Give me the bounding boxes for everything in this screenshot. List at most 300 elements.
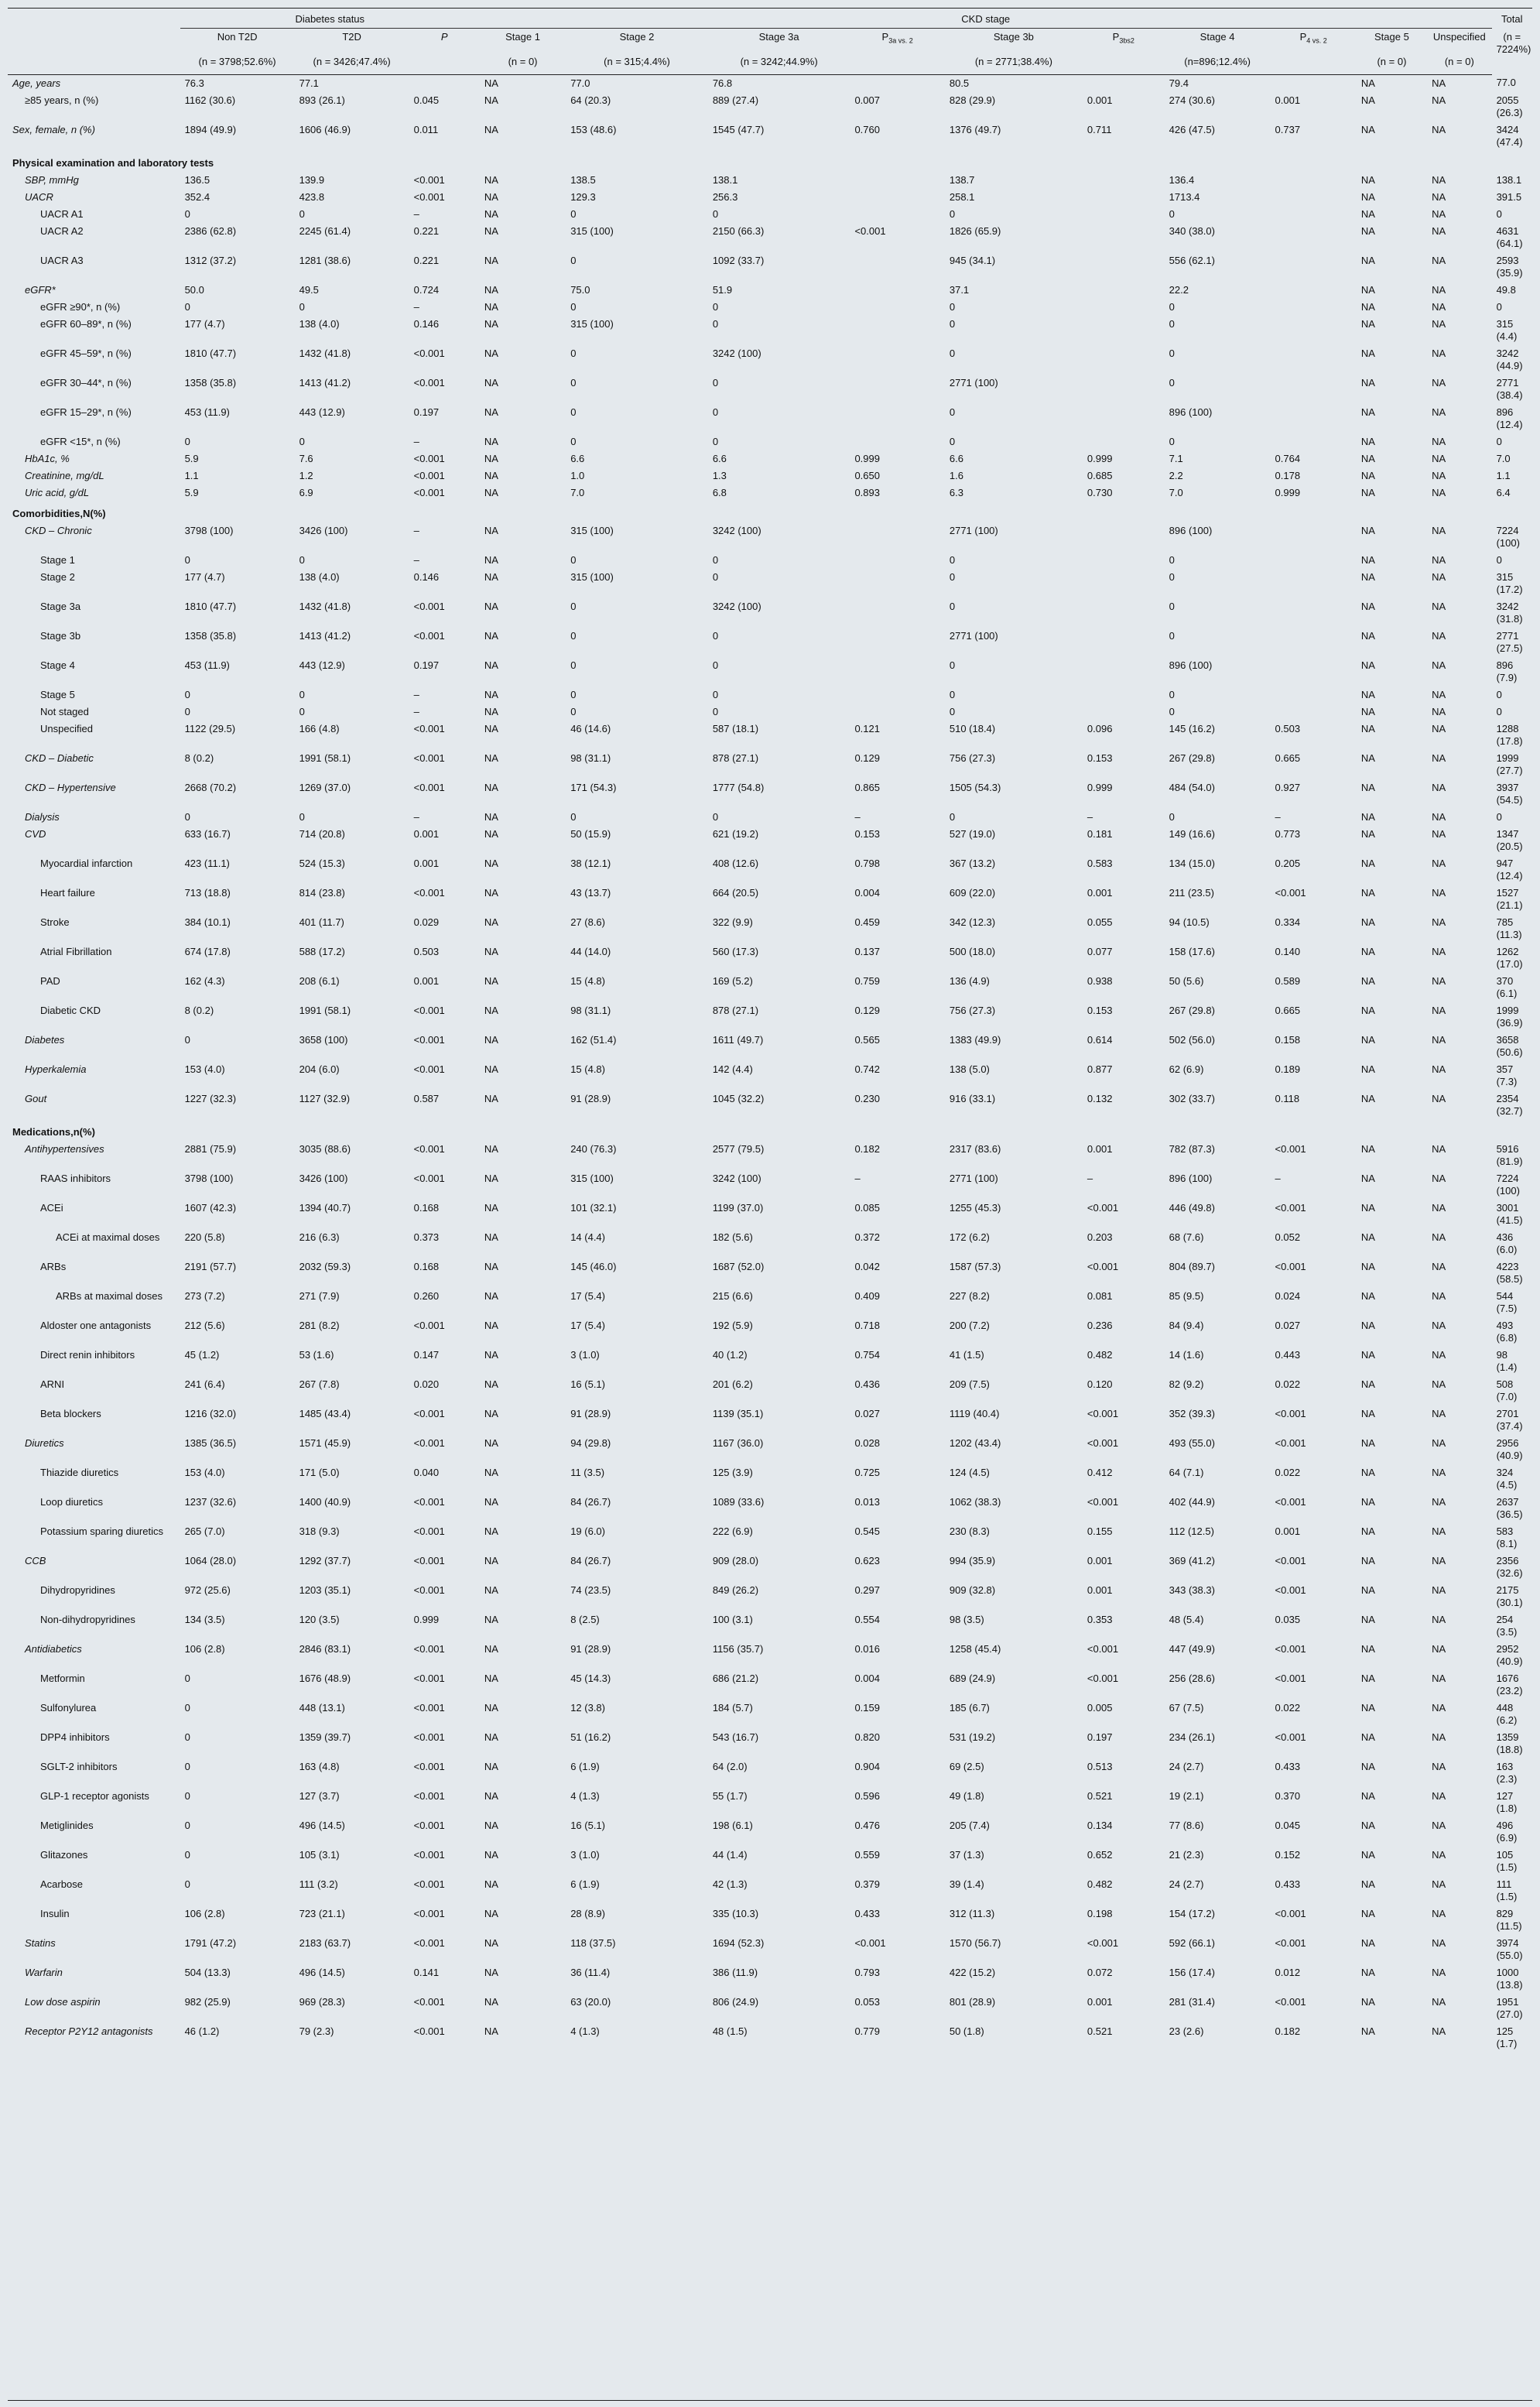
table-cell: NA (1360, 857, 1375, 869)
col-header-stage4: Stage 4 (1199, 31, 1235, 43)
table-cell: NA (1360, 94, 1375, 106)
table-cell: NA (1432, 376, 1446, 389)
table-cell: 0.024 (1275, 1289, 1301, 1302)
table-row (8, 1317, 1532, 1347)
table-cell: 343 (38.3) (1169, 1584, 1215, 1596)
table-cell: 0.022 (1275, 1466, 1301, 1478)
table-row (8, 92, 1532, 122)
table-cell: 74 (23.5) (570, 1584, 611, 1596)
table-cell: 0.153 (1087, 752, 1113, 764)
table-cell: 674 (17.8) (184, 945, 231, 957)
table-cell: 2191 (57.7) (184, 1260, 237, 1272)
table-cell: NA (1432, 1878, 1446, 1890)
total-cell: 77.0 (1496, 77, 1516, 89)
table-cell: NA (1432, 1378, 1446, 1390)
table-cell: 36 (11.4) (570, 1966, 611, 1978)
total-cell: 2356 (32.6) (1496, 1554, 1523, 1579)
table-cell (1271, 628, 1357, 657)
table-cell: NA (1360, 190, 1375, 203)
table-cell: <0.001 (413, 781, 445, 793)
table-row (8, 299, 1532, 316)
table-cell: 91 (28.9) (570, 1642, 611, 1655)
table-cell: 756 (27.3) (949, 752, 996, 764)
total-cell: 829 (11.5) (1496, 1907, 1522, 1932)
table-cell: NA (1360, 600, 1375, 612)
table-cell: 0 (299, 300, 305, 313)
table-cell (1271, 172, 1357, 189)
table-cell: 23 (2.6) (1169, 2025, 1204, 2037)
row-label: Antidiabetics (25, 1642, 82, 1655)
table-cell: NA (484, 1348, 498, 1361)
table-cell: 423 (11.1) (184, 857, 230, 869)
row-label: Loop diuretics (40, 1495, 103, 1508)
table-cell: <0.001 (413, 1789, 445, 1802)
table-row (8, 1611, 1532, 1641)
table-cell: 0.773 (1275, 827, 1301, 840)
table-cell: NA (1360, 1966, 1375, 1978)
table-cell: 2771 (100) (949, 1172, 998, 1184)
table-cell: 560 (17.3) (712, 945, 759, 957)
row-label: Sex, female, n (%) (12, 123, 95, 135)
table-cell: NA (1432, 469, 1446, 481)
table-cell: <0.001 (413, 1907, 445, 1919)
table-cell: 16 (5.1) (570, 1819, 605, 1831)
table-cell (850, 282, 944, 299)
table-row (8, 826, 1532, 855)
table-cell: 0.565 (854, 1033, 880, 1046)
table-cell: <0.001 (1275, 1731, 1306, 1743)
table-cell: NA (484, 254, 498, 266)
table-cell: 0.482 (1087, 1348, 1113, 1361)
table-cell: NA (484, 123, 498, 135)
table-cell: 0 (949, 688, 956, 700)
table-cell: 22.2 (1169, 283, 1189, 296)
table-cell: NA (484, 1142, 498, 1155)
table-cell: 98 (31.1) (570, 1004, 611, 1016)
table-cell: NA (1432, 435, 1446, 447)
table-cell: NA (1432, 1004, 1446, 1016)
table-cell: NA (1360, 207, 1375, 220)
table-cell: 0.205 (1275, 857, 1301, 869)
table-cell: NA (1432, 1289, 1446, 1302)
table-cell: 1400 (40.9) (299, 1495, 351, 1508)
group-header-diabetes: Diabetes status (180, 9, 480, 29)
table-cell (1271, 299, 1357, 316)
table-cell: 0.904 (854, 1760, 880, 1772)
table-cell: NA (484, 1495, 498, 1508)
table-cell: NA (1432, 224, 1446, 237)
total-cell: 496 (6.9) (1496, 1819, 1518, 1844)
row-label: UACR A2 (40, 224, 84, 237)
table-cell: NA (1360, 1172, 1375, 1184)
table-cell: 46 (1.2) (184, 2025, 220, 2037)
table-cell: NA (1360, 553, 1375, 566)
table-cell: 315 (100) (570, 524, 614, 536)
row-label: CKD – Diabetic (25, 752, 94, 764)
table-cell: 315 (100) (570, 1172, 614, 1184)
table-cell: NA (1360, 1289, 1375, 1302)
table-cell: NA (1360, 1672, 1375, 1684)
table-cell: 896 (100) (1169, 659, 1213, 671)
table-cell: 0.197 (1087, 1731, 1113, 1743)
table-cell: 878 (27.1) (712, 752, 759, 764)
table-cell: NA (1432, 553, 1446, 566)
table-cell: 1358 (35.8) (184, 629, 237, 642)
table-cell: 2032 (59.3) (299, 1260, 351, 1272)
table-cell: NA (1360, 317, 1375, 330)
table-cell: 0 (949, 659, 956, 671)
table-cell: NA (484, 224, 498, 237)
table-cell: 84 (26.7) (570, 1554, 611, 1566)
table-cell: 94 (29.8) (570, 1436, 611, 1449)
table-cell: 496 (14.5) (299, 1819, 345, 1831)
table-cell: NA (1432, 1201, 1446, 1214)
table-cell: 3 (1.0) (570, 1848, 600, 1861)
table-cell: 0 (949, 406, 956, 418)
table-cell: 24 (2.7) (1169, 1878, 1204, 1890)
total-cell: 6.4 (1496, 486, 1511, 498)
table-cell: 1826 (65.9) (949, 224, 1001, 237)
table-cell: 156 (17.4) (1169, 1966, 1215, 1978)
table-cell: NA (1360, 1092, 1375, 1104)
total-cell: 1527 (21.1) (1496, 886, 1523, 911)
table-cell: 0 (1169, 688, 1175, 700)
table-cell: 1810 (47.7) (184, 347, 237, 359)
table-cell: 1139 (35.1) (712, 1407, 764, 1419)
row-label: eGFR 45–59*, n (%) (40, 347, 132, 359)
table-cell: 315 (100) (570, 224, 614, 237)
table-cell: 16 (5.1) (570, 1378, 605, 1390)
table-cell (850, 704, 944, 721)
table-cell: 216 (6.3) (299, 1231, 340, 1243)
table-cell: 138 (4.0) (299, 570, 340, 583)
table-cell: NA (1432, 406, 1446, 418)
table-cell: 79.4 (1169, 77, 1189, 89)
col-n-count: (n = 3426;47.4%) (295, 50, 409, 75)
table-cell: NA (484, 1033, 498, 1046)
table-row (8, 122, 1532, 151)
table-row (8, 74, 1532, 92)
table-cell: <0.001 (1087, 1672, 1119, 1684)
table-cell: 43 (13.7) (570, 886, 611, 899)
table-cell: 453 (11.9) (184, 659, 230, 671)
table-cell: 4 (1.3) (570, 2025, 600, 2037)
table-cell: NA (1432, 283, 1446, 296)
table-cell: 0.221 (413, 254, 440, 266)
table-cell: 1089 (33.6) (712, 1495, 765, 1508)
table-cell: NA (1360, 2025, 1375, 2037)
table-cell: 3035 (88.6) (299, 1142, 351, 1155)
table-cell: NA (484, 406, 498, 418)
table-cell: 1432 (41.8) (299, 347, 351, 359)
table-cell: 8 (0.2) (184, 752, 214, 764)
table-cell: <0.001 (413, 886, 445, 899)
table-cell: NA (484, 1004, 498, 1016)
table-cell: NA (1360, 1819, 1375, 1831)
table-cell: NA (484, 1172, 498, 1184)
table-cell: 129.3 (570, 190, 596, 203)
table-row (8, 522, 1532, 552)
table-cell: 1385 (36.5) (184, 1436, 237, 1449)
row-label: Stage 4 (40, 659, 75, 671)
table-cell: NA (484, 1554, 498, 1566)
table-cell: <0.001 (1087, 1436, 1119, 1449)
table-cell: NA (1360, 1348, 1375, 1361)
table-cell (850, 598, 944, 628)
table-cell: 1199 (37.0) (712, 1201, 764, 1214)
table-cell: 0.725 (854, 1466, 880, 1478)
table-row (8, 404, 1532, 433)
table-cell: 0.372 (854, 1231, 880, 1243)
table-cell: 446 (49.8) (1169, 1201, 1215, 1214)
table-cell (1271, 704, 1357, 721)
table-cell: 0.146 (413, 317, 440, 330)
table-cell: 2881 (75.9) (184, 1142, 237, 1155)
table-cell: 158 (17.6) (1169, 945, 1215, 957)
table-cell: 0.120 (1087, 1378, 1113, 1390)
table-cell: 3242 (100) (712, 1172, 761, 1184)
total-cell: 3424 (47.4) (1496, 123, 1523, 148)
table-cell: 19 (6.0) (570, 1525, 605, 1537)
table-cell: 893 (26.1) (299, 94, 345, 106)
table-cell: 0.168 (413, 1201, 440, 1214)
table-cell: 205 (7.4) (949, 1819, 990, 1831)
table-cell: NA (484, 283, 498, 296)
total-cell: 0 (1496, 300, 1502, 313)
total-cell: 3937 (54.5) (1496, 781, 1523, 806)
table-cell: 0 (299, 810, 305, 823)
table-cell: 98 (31.1) (570, 752, 611, 764)
table-cell: 62 (6.9) (1169, 1063, 1204, 1075)
table-cell: NA (1360, 886, 1375, 899)
table-row (8, 1905, 1532, 1935)
table-cell: 609 (22.0) (949, 886, 996, 899)
table-cell: NA (1432, 827, 1446, 840)
table-cell (1083, 316, 1165, 345)
table-cell: <0.001 (413, 1319, 445, 1331)
table-cell: 50 (1.8) (949, 2025, 984, 2037)
table-row (8, 450, 1532, 467)
table-row (8, 1700, 1532, 1729)
table-cell: NA (484, 810, 498, 823)
table-cell: 127 (3.7) (299, 1789, 340, 1802)
table-cell: NA (484, 452, 498, 464)
table-cell: 849 (26.2) (712, 1584, 759, 1596)
table-cell: NA (484, 688, 498, 700)
row-label: Diabetes (25, 1033, 65, 1046)
table-cell: 234 (26.1) (1169, 1731, 1215, 1743)
table-cell: 77 (8.6) (1169, 1819, 1204, 1831)
row-label: Statins (25, 1936, 56, 1949)
table-cell: NA (484, 1701, 498, 1714)
table-row (8, 345, 1532, 375)
table-cell: 0.554 (854, 1613, 880, 1625)
table-cell: 15 (4.8) (570, 1063, 605, 1075)
table-cell: NA (1432, 524, 1446, 536)
table-row (8, 628, 1532, 657)
table-cell (1083, 598, 1165, 628)
table-cell: 0.589 (1275, 974, 1301, 987)
table-cell (850, 686, 944, 704)
table-cell: <0.001 (1275, 1495, 1306, 1508)
table-cell: 136 (4.9) (949, 974, 990, 987)
table-cell: NA (1432, 781, 1446, 793)
table-cell: 14 (4.4) (570, 1231, 605, 1243)
table-cell: NA (1432, 486, 1446, 498)
table-cell: 267 (29.8) (1169, 1004, 1215, 1016)
table-cell: NA (1360, 1231, 1375, 1243)
table-cell: NA (484, 752, 498, 764)
table-cell: NA (1360, 1907, 1375, 1919)
table-cell: 0.927 (1275, 781, 1301, 793)
col-n-count: (n = 0) (480, 50, 566, 75)
table-cell: 0.893 (854, 486, 880, 498)
table-cell (850, 569, 944, 598)
table-row (8, 1435, 1532, 1464)
table-cell: 0.764 (1275, 452, 1301, 464)
table-cell: 0 (570, 659, 577, 671)
table-row (8, 1817, 1532, 1847)
table-cell: 3 (1.0) (570, 1348, 600, 1361)
col-header-p: P (440, 31, 448, 43)
table-cell: NA (484, 1760, 498, 1772)
table-cell: 222 (6.9) (712, 1525, 753, 1537)
total-cell: 0 (1496, 705, 1502, 717)
table-cell: 51.9 (712, 283, 733, 296)
table-cell: NA (484, 1878, 498, 1890)
table-cell: NA (484, 2025, 498, 2037)
total-cell: 1288 (17.8) (1496, 722, 1523, 747)
table-cell: 352.4 (184, 190, 210, 203)
table-cell: 0.129 (854, 752, 880, 764)
total-cell: 4631 (64.1) (1496, 224, 1523, 249)
table-cell: 0 (184, 810, 190, 823)
table-cell: NA (1432, 1092, 1446, 1104)
table-cell: NA (1360, 347, 1375, 359)
table-row (8, 223, 1532, 252)
table-cell: 1432 (41.8) (299, 600, 351, 612)
table-cell: NA (484, 347, 498, 359)
table-cell: 177 (4.7) (184, 570, 225, 583)
table-cell: 0.718 (854, 1319, 880, 1331)
table-cell: 0 (184, 300, 190, 313)
col-header-non-t2d: Non T2D (217, 31, 258, 43)
table-cell: NA (484, 1819, 498, 1831)
table-cell: – (413, 207, 419, 220)
table-cell: 0.999 (1087, 452, 1113, 464)
table-cell: 0.035 (1275, 1613, 1301, 1625)
table-cell: 982 (25.9) (184, 1995, 231, 2008)
table-cell: 64 (2.0) (712, 1760, 748, 1772)
col-header-p3b: $P_{3bs2}$ (1112, 31, 1134, 45)
total-cell: 5916 (81.9) (1496, 1142, 1523, 1167)
table-cell: – (413, 810, 419, 823)
table-cell: <0.001 (1275, 1642, 1306, 1655)
table-row (8, 973, 1532, 1002)
table-cell: 524 (15.3) (299, 857, 345, 869)
table-cell: 145 (46.0) (570, 1260, 617, 1272)
table-cell: 200 (7.2) (949, 1319, 990, 1331)
table-cell: 0.999 (413, 1613, 440, 1625)
table-cell: 1505 (54.3) (949, 781, 1001, 793)
table-cell: 1413 (41.2) (299, 376, 351, 389)
table-cell: 0.760 (854, 123, 880, 135)
table-cell: NA (1360, 1760, 1375, 1772)
table-cell: <0.001 (1275, 1201, 1306, 1214)
table-cell: 0 (299, 207, 305, 220)
table-cell: 69 (2.5) (949, 1760, 984, 1772)
table-cell: NA (484, 659, 498, 671)
table-cell: 543 (16.7) (712, 1731, 759, 1743)
table-cell: NA (1432, 1642, 1446, 1655)
table-cell: 0.001 (1087, 1995, 1113, 2008)
table-cell: 0.141 (413, 1966, 440, 1978)
table-cell: <0.001 (413, 1142, 445, 1155)
table-cell: 1237 (32.6) (184, 1495, 237, 1508)
table-cell: 504 (13.3) (184, 1966, 231, 1978)
table-row (8, 282, 1532, 299)
table-cell: 0 (184, 1819, 190, 1831)
table-cell: 493 (55.0) (1169, 1436, 1215, 1449)
table-cell: 443 (12.9) (299, 406, 345, 418)
table-cell: 0 (184, 207, 190, 220)
table-cell: 64 (7.1) (1169, 1466, 1204, 1478)
table-cell: – (413, 524, 419, 536)
table-cell: 49 (1.8) (949, 1789, 984, 1802)
table-cell: NA (1360, 570, 1375, 583)
table-cell: 37 (1.3) (949, 1848, 984, 1861)
total-cell: 896 (12.4) (1496, 406, 1523, 430)
table-cell: NA (1360, 827, 1375, 840)
table-cell: 0.596 (854, 1789, 880, 1802)
table-cell: 64 (20.3) (570, 94, 611, 106)
col-n-count (850, 50, 944, 75)
table-cell: <0.001 (413, 722, 445, 734)
table-cell: NA (484, 1319, 498, 1331)
table-cell: 1676 (48.9) (299, 1672, 351, 1684)
table-cell: 1607 (42.3) (184, 1201, 237, 1214)
table-cell (1271, 552, 1357, 569)
table-cell: – (1087, 810, 1093, 823)
row-label: UACR A3 (40, 254, 84, 266)
table-cell: <0.001 (1275, 1584, 1306, 1596)
table-cell: 0 (570, 553, 577, 566)
table-cell: 686 (21.2) (712, 1672, 759, 1684)
table-cell: 21 (2.3) (1169, 1848, 1204, 1861)
table-cell: 0 (570, 254, 577, 266)
table-cell (850, 345, 944, 375)
table-cell (1271, 569, 1357, 598)
table-cell: 0 (1169, 207, 1175, 220)
table-cell: 124 (4.5) (949, 1466, 990, 1478)
table-cell: NA (1360, 486, 1375, 498)
table-row (8, 1876, 1532, 1905)
table-row (8, 914, 1532, 943)
table-cell: <0.001 (1087, 1407, 1119, 1419)
table-cell: NA (1432, 1936, 1446, 1949)
table-cell: <0.001 (413, 1672, 445, 1684)
table-cell: NA (1360, 1201, 1375, 1214)
table-cell: 51 (16.2) (570, 1731, 611, 1743)
table-cell: 0.029 (413, 916, 440, 928)
table-cell: 0.155 (1087, 1525, 1113, 1537)
total-cell: 4223 (58.5) (1496, 1260, 1523, 1285)
row-label: Heart failure (40, 886, 95, 899)
table-cell: 0 (949, 317, 956, 330)
table-cell: <0.001 (413, 629, 445, 642)
table-cell: NA (1360, 1142, 1375, 1155)
table-cell: 633 (16.7) (184, 827, 231, 840)
